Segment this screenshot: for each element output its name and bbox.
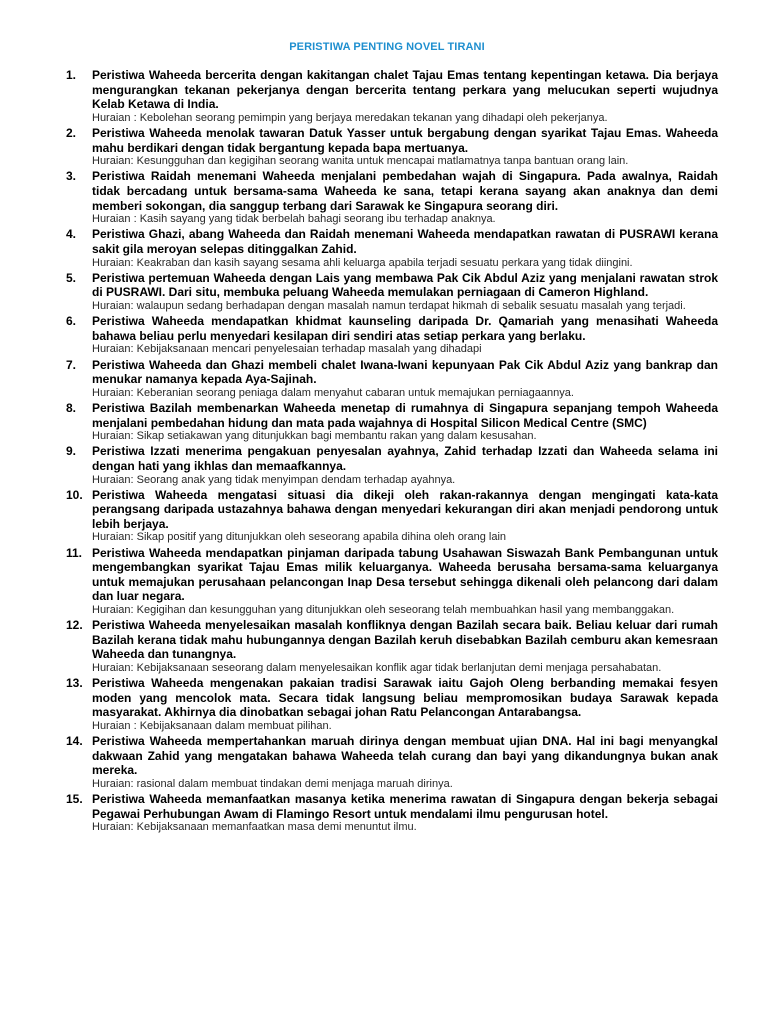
event-number: 7. xyxy=(66,357,77,372)
event-huraian: Huraian: walaupun sedang berhadapan dengan masalah namun terdapat hikmah di sebalik sesuatu masalah yang terjadi. xyxy=(92,299,686,312)
event-list xyxy=(56,68,718,835)
event-number: 9. xyxy=(66,444,77,459)
event-number: 13. xyxy=(66,676,83,691)
event-huraian: Huraian: Kebijaksanaan mencari penyelesaian terhadap masalah yang dihadapi xyxy=(92,343,482,356)
event-huraian: Huraian: Kesungguhan dan kegigihan seorang wanita untuk mencapai matlamatnya tanpa bantuan orang lain. xyxy=(92,155,629,168)
event-text: Peristiwa Izzati menerima pengakuan penyesalan ayahnya, Zahid terhadap Izzati dan Waheeda selama ini dengan hati yang ikhlas dan memaafkannya. xyxy=(92,444,718,473)
event-item xyxy=(56,271,718,313)
event-number: 1. xyxy=(66,68,77,82)
event-item xyxy=(56,618,718,675)
event-huraian: Huraian: Kebijaksanaan seseorang dalam menyelesaikan konflik agar tidak berlanjutan demi menjaga persahabatan. xyxy=(92,662,662,675)
event-number: 15. xyxy=(66,792,83,807)
event-item xyxy=(56,358,718,400)
page-title: PERISTIWA PENTING NOVEL TIRANI xyxy=(289,41,485,53)
event-huraian: Huraian: Sikap setiakawan yang ditunjukkan bagi membantu rakan yang dalam kesusahan. xyxy=(92,430,537,443)
event-huraian: Huraian: Sikap positif yang ditunjukkan oleh seseorang apabila dihina oleh orang lain xyxy=(92,531,507,544)
event-number: 5. xyxy=(66,270,77,285)
event-text: Peristiwa Bazilah membenarkan Waheeda menetap di rumahnya di Singapura sepanjang tempoh Waheeda menjalani pembedahan hidung dan mata pada wajahnya di Hospital Silicon Medical Centre (SMC) xyxy=(92,400,718,430)
event-number: 12. xyxy=(66,618,83,633)
event-text: Peristiwa Waheeda mengatasi situasi dia dikeji oleh rakan-rakannya dengan mengingati kata-kata perangsang daripada ustazahnya bahawa dengan menyedari kekurangan diri akan menjadi pendorong untuk lebih berjaya. xyxy=(92,487,718,531)
event-item xyxy=(56,126,718,168)
event-text: Peristiwa Waheeda mendapatkan pinjaman daripada tabung Usahawan Siswazah Bank Pembangunan untuk mengembangkan syarikat Tajau Emas milik keluarganya. Waheeda berusaha bersama-sama keluarganya untuk memajukan perusahaan pelancongan Inap Desa tersebut sehingga dikenali oleh pelancong dari dalam dan luar negara. xyxy=(92,545,718,604)
event-item xyxy=(56,227,718,269)
event-number: 6. xyxy=(66,314,77,329)
event-text: Peristiwa Ghazi, abang Waheeda dan Raidah menemani Waheeda mendapatkan rawatan di PUSRAWI kerana sakit gila meroyan selepas ditinggalkan Zahid. xyxy=(92,227,718,256)
event-item xyxy=(56,488,718,545)
event-item xyxy=(56,68,718,125)
event-number: 4. xyxy=(66,227,77,242)
event-item xyxy=(56,169,718,226)
event-text: Peristiwa Waheeda bercerita dengan kakitangan chalet Tajau Emas tentang kepentingan ketawa. Dia berjaya mengurangkan tekanan pekerjanya dengan bercerita tentang perkara yang melucukan seperti wujudnya Kelab Ketawa di India. xyxy=(92,68,718,112)
event-text: Peristiwa Waheeda dan Ghazi membeli chalet Iwana-Iwani kepunyaan Pak Cik Abdul Aziz yang bankrap dan menukar namanya kepada Aya-Sajinah. xyxy=(92,357,718,387)
event-text: Peristiwa Raidah menemani Waheeda menjalani pembedahan wajah di Singapura. Pada awalnya, Raidah tidak bercadang untuk bersama-sama Waheeda ke sana, tetapi kerana sayang akan anaknya dan demi memberi sokongan, dia sanggup terbang dari Sarawak ke Singapura seorang diri. xyxy=(92,169,718,213)
event-text: Peristiwa pertemuan Waheeda dengan Lais yang membawa Pak Cik Abdul Aziz yang menjalani rawatan strok di PUSRAWI. Dari situ, membuka peluang Waheeda memulakan perniagaan di Cameron Highland. xyxy=(92,270,718,300)
event-number: 11. xyxy=(66,545,83,560)
event-number: 2. xyxy=(66,125,77,140)
event-item xyxy=(56,734,718,791)
event-huraian: Huraian: rasional dalam membuat tindakan demi menjaga maruah dirinya. xyxy=(92,778,453,791)
event-huraian: Huraian: Seorang anak yang tidak menyimpan dendam terhadap ayahnya. xyxy=(92,473,456,486)
event-number: 3. xyxy=(66,169,77,184)
event-item xyxy=(56,546,718,618)
event-text: Peristiwa Waheeda menyelesaikan masalah konfliknya dengan Bazilah secara baik. Beliau keluar dari rumah Bazilah kerana tidak mahu hubungannya dengan Bazilah keruh disebabkan Bazilah cemburu akan kemesraan Waheeda dan tunangnya. xyxy=(92,618,718,662)
event-huraian: Huraian: Keberanian seorang peniaga dalam menyahut cabaran untuk memajukan perniagaannya. xyxy=(92,386,574,399)
event-huraian: Huraian: Keakraban dan kasih sayang sesama ahli keluarga apabila terjadi sesuatu perkara yang tidak diingini. xyxy=(92,256,633,269)
event-item xyxy=(56,314,718,356)
event-huraian: Huraian : Kebolehan seorang pemimpin yang berjaya meredakan tekanan yang dihadapi oleh pekerjanya. xyxy=(92,111,608,124)
event-huraian: Huraian : Kebijaksanaan dalam membuat pilihan. xyxy=(92,720,332,733)
event-item xyxy=(56,401,718,443)
event-number: 14. xyxy=(66,734,83,749)
event-text: Peristiwa Waheeda mendapatkan khidmat kaunseling daripada Dr. Qamariah yang menasihati Waheeda bahawa beliau perlu menyedari kesilapan diri sendiri atas setiap perkara yang berlaku. xyxy=(92,314,718,343)
event-number: 10. xyxy=(66,487,83,502)
event-item xyxy=(56,444,718,486)
event-item xyxy=(56,676,718,733)
event-text: Peristiwa Waheeda mengenakan pakaian tradisi Sarawak iaitu Gajoh Oleng berbanding memakai fesyen moden yang mencolok mata. Secara tidak langsung beliau mempromosikan budaya Sarawak kepada masyarakat. Akhirnya dia dinobatkan sebagai johan Ratu Pelancongan Antarabangsa. xyxy=(92,676,718,720)
event-huraian: Huraian: Kegigihan dan kesungguhan yang ditunjukkan oleh seseorang telah membuahkan hasil yang membanggakan. xyxy=(92,604,675,617)
event-huraian: Huraian: Kebijaksanaan memanfaatkan masa demi menuntut ilmu. xyxy=(92,821,417,834)
event-number: 8. xyxy=(66,400,77,415)
event-text: Peristiwa Waheeda menolak tawaran Datuk Yasser untuk bergabung dengan syarikat Tajau Emas. Waheeda mahu berdikari dengan tidak bergantung kepada bapa mertuanya. xyxy=(92,125,718,155)
event-huraian: Huraian : Kasih sayang yang tidak berbelah bahagi seorang ibu terhadap anaknya. xyxy=(92,213,496,226)
event-text: Peristiwa Waheeda memanfaatkan masanya ketika menerima rawatan di Singapura dengan bekerja sebagai Pegawai Perhubungan Awam di Flamingo Resort untuk mendalami ilmu pengurusan hotel. xyxy=(92,792,718,821)
event-text: Peristiwa Waheeda mempertahankan maruah dirinya dengan membuat ujian DNA. Hal ini bagi menyangkal dakwaan Zahid yang mengatakan bahawa Waheeda telah curang dan bayi yang dikandungnya bukan anak mereka. xyxy=(92,734,718,778)
event-item xyxy=(56,792,718,834)
